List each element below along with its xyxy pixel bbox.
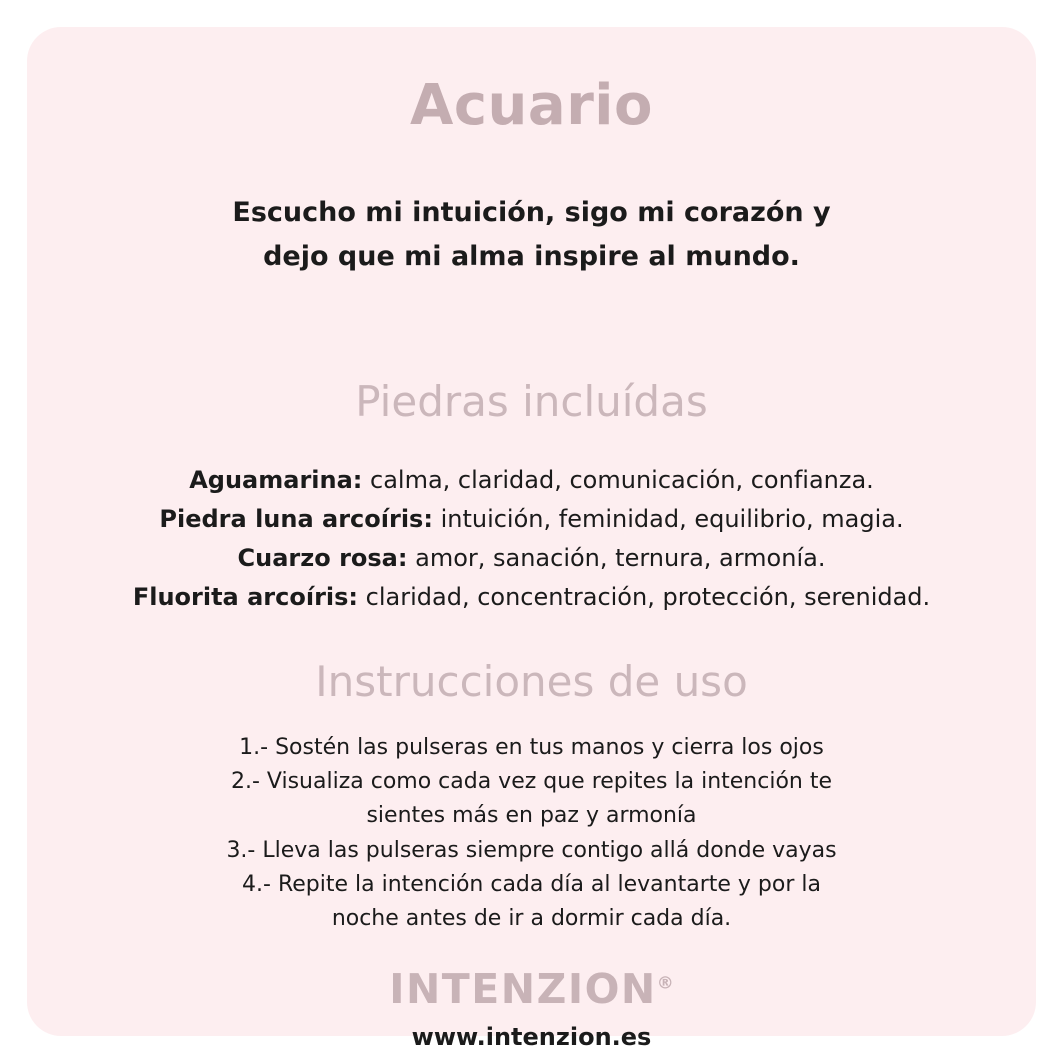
card-container: [27, 27, 1036, 1051]
registered-mark-icon: ®: [656, 972, 674, 993]
list-item: 4.- Repite la intención cada día al levantarte y por la: [242, 871, 821, 897]
stones-heading: Piedras incluídas: [355, 376, 708, 426]
list-item: [27, 461, 1036, 500]
intention-line-2: dejo que mi alma inspire al mundo.: [263, 241, 800, 273]
list-item: sientes más en paz y armonía: [366, 803, 697, 829]
brand-logo: [389, 964, 674, 1013]
list-item: 2.- Visualiza como cada vez que repites la intención te: [230, 769, 833, 795]
instructions-heading: Instrucciones de uso: [315, 656, 748, 706]
stone-desc: intuición, feminidad, equilibrio, magia.: [432, 504, 904, 533]
stone-name: Fluorita arcoíris:: [132, 582, 359, 611]
stone-name: Cuarzo rosa:: [237, 543, 408, 572]
list-item: [27, 578, 1036, 617]
list-item: noche antes de ir a dormir cada día.: [331, 906, 732, 932]
list-item: 3.- Lleva las pulseras siempre contigo allá donde vayas: [226, 837, 837, 863]
stone-desc: amor, sanación, ternura, armonía.: [407, 543, 826, 572]
list-item: [27, 539, 1036, 578]
stone-name: Piedra luna arcoíris:: [159, 504, 433, 533]
list-item: 1.- Sostén las pulseras en tus manos y cierra los ojos: [239, 734, 824, 760]
website-url: www.intenzion.es: [411, 1022, 652, 1051]
stone-desc: claridad, concentración, protección, serenidad.: [358, 582, 931, 611]
intention-line-1: Escucho mi intuición, sigo mi corazón y: [232, 197, 831, 229]
list-item: [27, 500, 1036, 539]
instructions-list: [27, 705, 1036, 937]
stone-name: Aguamarina:: [189, 466, 363, 495]
brand-block: [27, 937, 1036, 1013]
brand-name: INTENZION: [389, 964, 657, 1013]
stones-list: [27, 425, 1036, 617]
page-title: Acuario: [410, 73, 653, 138]
stone-desc: calma, claridad, comunicación, confianza.: [362, 466, 874, 495]
intention-text: [27, 138, 1036, 278]
